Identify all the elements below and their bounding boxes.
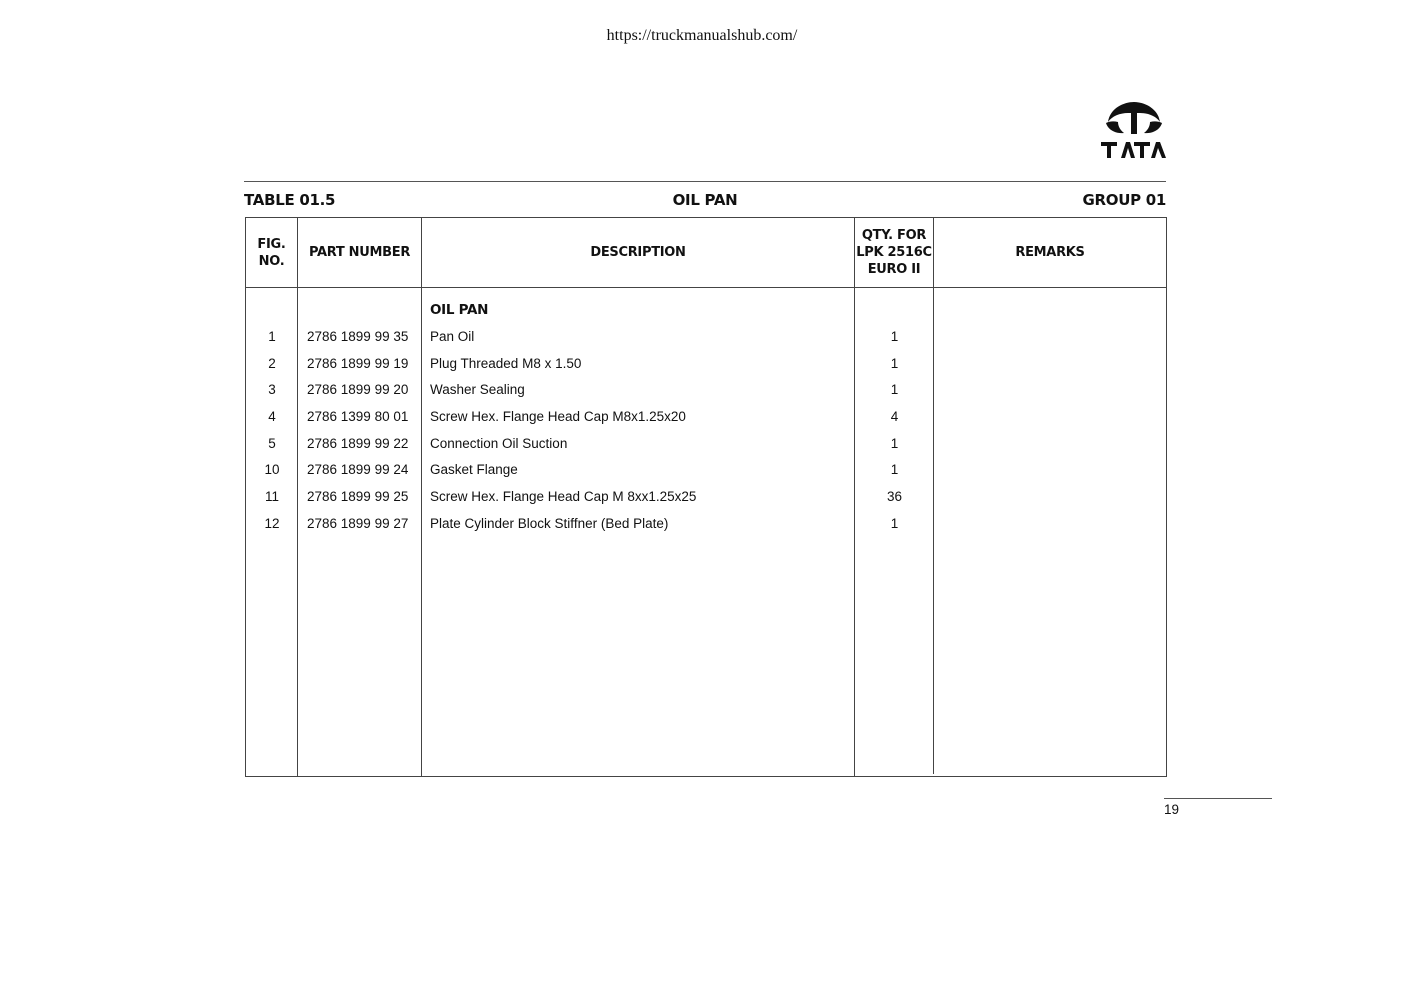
part-number-cell: 2786 1899 99 27 — [307, 516, 409, 531]
description-cell: Plug Threaded M8 x 1.50 — [430, 356, 582, 371]
source-url: https://truckmanualshub.com/ — [606, 27, 798, 44]
tata-logo — [1100, 100, 1168, 162]
qty-header-line: QTY. FOR — [861, 228, 927, 243]
header-divider — [246, 287, 1166, 288]
description-cell: Pan Oil — [430, 329, 475, 344]
description-cell: Plate Cylinder Block Stiffner (Bed Plate) — [430, 516, 669, 531]
part-number-cell: 2786 1899 99 35 — [307, 329, 409, 344]
col-header-part-number: PART NUMBER — [308, 245, 411, 260]
description-cell: Washer Sealing — [430, 382, 525, 397]
qty-header-line: LPK 2516C — [856, 245, 932, 260]
table-row — [246, 489, 1166, 515]
description-cell: Gasket Flange — [430, 462, 518, 477]
part-number-cell: 2786 1899 99 25 — [307, 489, 409, 504]
part-number-cell: 2786 1399 80 01 — [307, 409, 409, 424]
fig-no-cell: 3 — [268, 382, 276, 397]
part-number-cell: 2786 1899 99 24 — [307, 462, 409, 477]
footer-rule — [1164, 798, 1272, 799]
table-row — [246, 436, 1166, 462]
col-header-remarks: REMARKS — [1015, 245, 1085, 260]
qty-cell: 1 — [890, 516, 899, 531]
description-cell: Screw Hex. Flange Head Cap M 8xx1.25x25 — [430, 489, 697, 504]
table-row — [246, 329, 1166, 355]
qty-cell: 1 — [890, 382, 899, 397]
fig-no-cell: 4 — [268, 409, 276, 424]
qty-cell: 36 — [886, 489, 903, 504]
table-row — [246, 409, 1166, 435]
table-row — [246, 516, 1166, 542]
col-header-fig-no: FIG. NO. — [257, 236, 286, 269]
qty-cell: 1 — [890, 356, 899, 371]
qty-header-line: EURO II — [867, 262, 921, 277]
part-number-cell: 2786 1899 99 22 — [307, 436, 409, 451]
fig-no-cell: 10 — [264, 462, 280, 477]
table-label: TABLE 01.5 — [244, 191, 336, 209]
table-row — [246, 462, 1166, 488]
fig-no-cell: 2 — [268, 356, 276, 371]
table-row — [246, 356, 1166, 382]
parts-table — [245, 217, 1167, 777]
section-title: OIL PAN — [430, 302, 489, 318]
part-number-cell: 2786 1899 99 20 — [307, 382, 409, 397]
description-cell: Connection Oil Suction — [430, 436, 568, 451]
qty-cell: 4 — [890, 409, 899, 424]
header-rule — [244, 181, 1166, 182]
group-label: GROUP 01 — [1082, 191, 1166, 209]
tata-emblem-icon — [1100, 100, 1168, 162]
col-header-qty — [855, 218, 933, 287]
fig-no-cell: 1 — [268, 329, 276, 344]
fig-no-cell: 5 — [268, 436, 276, 451]
fig-no-cell: 11 — [264, 489, 279, 504]
table-row — [246, 382, 1166, 408]
fig-no-cell: 12 — [264, 516, 280, 531]
description-cell: Screw Hex. Flange Head Cap M8x1.25x20 — [430, 409, 686, 424]
page-number: 19 — [1164, 802, 1180, 817]
part-number-cell: 2786 1899 99 19 — [307, 356, 409, 371]
table-title: OIL PAN — [672, 191, 738, 209]
qty-cell: 1 — [890, 436, 899, 451]
col-header-description: DESCRIPTION — [590, 245, 686, 260]
qty-cell: 1 — [890, 329, 899, 344]
qty-cell: 1 — [890, 462, 899, 477]
